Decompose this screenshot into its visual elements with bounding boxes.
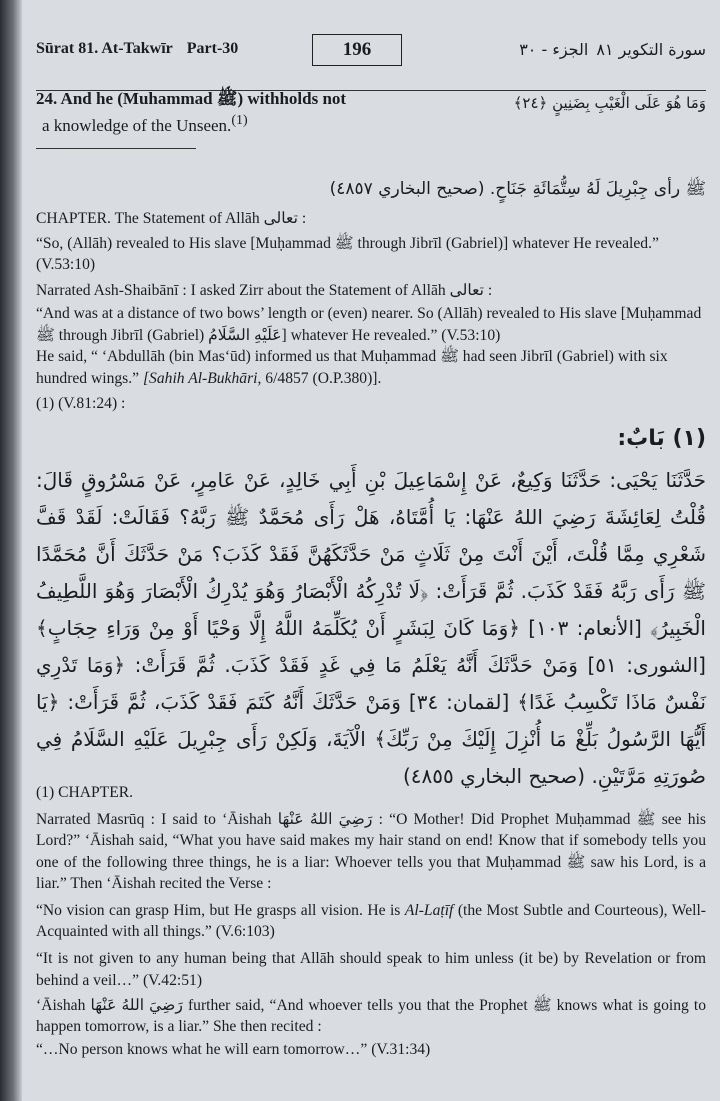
- header-juz-ar: الجزء - ٣٠: [519, 40, 589, 59]
- chapter-line: [36, 208, 706, 230]
- translation-para-2: ‘Āishah رَضِيَ اللهُ عَنْهَا further said, “And whoever tells you that the Prophet ﷺ knows what is going to happen tomorrow, is a liar.” She then recited :: [36, 996, 706, 1036]
- reference-italic: [Sahih Al-Bukhāri: [142, 369, 258, 387]
- hadith-4857-arabic: ﷺ رأى جِبْرِيلَ لَهُ سِتُّمَائَةِ جَنَاحٍ. (صحيح البخاري ٤٨٥٧): [329, 179, 706, 199]
- arabic-hadith: حَدَّثَنَا يَحْيَى: حَدَّثَنَا وَكِيعٌ، عَنْ إِسْمَاعِيلَ بْنِ أَبِي خَالِدٍ، عَنْ عَامِرٍ، عَنْ مَسْرُوقٍ قَالَ: قُلْتُ لِعَائِشَةَ رَضِيَ اللهُ عَنْهَا: يَا أُمَّتَاهُ، هَلْ رَأَى مُحَمَّدٌ ﷺ رَبَّهُ؟ فَقَالَتْ: لَقَدْ قَفَّ شَعْرِي مِمَّا قُلْتَ، أَيْنَ أَنْتَ مِنْ ثَلَاثٍ مَنْ حَدَّثَكَهُنَّ فَقَدْ كَذَبَ؟ مَنْ حَدَّثَكَ أَنَّ مُحَمَّدًا ﷺ رَأَى رَبَّهُ فَقَدْ كَذَبَ. ثُمَّ قَرَأَتْ: ﴿لَا تُدْرِكُهُ الْأَبْصَارُ وَهُوَ يُدْرِكُ الْأَبْصَارَ وَهُوَ اللَّطِيفُ الْخَبِيرُ﴾ [الأنعام: ١٠٣] ﴿وَمَا كَانَ لِبَشَرٍ أَنْ يُكَلِّمَهُ اللَّهُ إِلَّا وَحْيًا أَوْ مِنْ وَرَاءِ حِجَابٍ﴾ [الشورى: ٥١] وَمَنْ حَدَّثَكَ أَنَّهُ يَعْلَمُ مَا فِي غَدٍ فَقَدْ كَذَبَ. ثُمَّ قَرَأَتْ: ﴿وَمَا تَدْرِي نَفْسٌ مَاذَا تَكْسِبُ غَدًا﴾ [لقمان: ٣٤] وَمَنْ حَدَّثَكَ أَنَّهُ كَتَمَ فَقَدْ كَذَبَ، ثُمَّ قَرَأَتْ: ﴿يَا أَيُّهَا الرَّسُولُ بَلِّغْ مَا أُنْزِلَ إِلَيْكَ مِنْ رَبِّكَ﴾ الْآيَةَ، وَلَكِنْ رَأَى جِبْرِيلَ عَلَيْهِ السَّلَامُ فِي صُورَتِهِ مَرَّتَيْنِ. (صحيح البخاري ٤٨٥٥): [36, 468, 706, 788]
- running-header: [36, 28, 706, 68]
- translation-chapter: (1) CHAPTER.: [36, 784, 134, 801]
- footnote-marker: (1): [231, 113, 248, 128]
- verse-24: [36, 88, 706, 137]
- quote-6-103-b: (the Most Subtle and Courteous), Well-Acquainted with all things.” (V.6:103): [36, 902, 706, 941]
- header-surah-en: Sūrat 81. At-Takwīr: [36, 40, 173, 57]
- translation-para-1: [36, 809, 706, 894]
- narrator: Narrated Ash-Shaibānī :: [36, 281, 187, 299]
- bab-heading: (١) بَابٌ:: [617, 426, 706, 451]
- translation-section: [36, 782, 706, 1060]
- masruq-label: Narrated Masrūq :: [36, 811, 155, 829]
- verse-24-english: [36, 88, 456, 137]
- verse-24-line-b: a knowledge of the Unseen.: [42, 115, 232, 135]
- masruq-text: I said to ‘Āishah رَضِيَ اللهُ عَنْهَا : “O Mother! Did Prophet Muḥammad ﷺ see his Lord?” ‘Āishah said, “What you have said makes my hair stand on end! Know that if somebody tells you one of the following three things, he is a liar: Whoever tells you that Muḥammad ﷺ saw his Lord, is a liar.” Then ‘Āishah recited the Verse :: [36, 811, 706, 892]
- narration-line: [36, 280, 706, 302]
- verse-24-line-a: 24. And he (Muhammad ﷺ) withholds not: [36, 89, 347, 108]
- book-spine-shadow: [0, 0, 22, 1101]
- chapter-text: The Statement of Allāh تعالى :: [114, 210, 307, 227]
- quote-6-103: [36, 900, 706, 942]
- quote-53-10-b: “And was at a distance of two bows’ length or (even) nearer. So (Allāh) revealed to His slave [Muḥammad ﷺ through Jibrīl (Gabriel) عَلَيْهِ السَّلَامُ] whatever He revealed.” (V.53:10): [36, 305, 702, 344]
- header-part-en: Part-30: [186, 40, 239, 57]
- chapter-label: CHAPTER.: [36, 210, 111, 227]
- quote-31-34: “…No person knows what he will earn tomorrow…” (V.31:34): [36, 1041, 431, 1059]
- header-surah-ar: سورة التكوير ٨١: [596, 40, 706, 59]
- quote-6-103-a: “No vision can grasp Him, but He grasps all vision. He is: [36, 902, 405, 920]
- footnote-rule: [36, 148, 196, 149]
- al-latif: Al-Laṭīf: [404, 902, 454, 920]
- said-text: He said, “ ‘Abdullāh (bin Mas‘ūd) informed us that Muḥammad ﷺ had seen Jibrīl (Gabriel) with six hundred wings.”: [36, 348, 668, 387]
- said-line: [36, 346, 706, 389]
- page-number: 196: [312, 34, 402, 66]
- quote-53-10-a: “So, (Allāh) revealed to His slave [Muḥammad ﷺ through Jibrīl (Gabriel)] whatever He revealed.” (V.53:10): [36, 234, 659, 273]
- narration-text: I asked Zirr about the Statement of Allāh تعالى :: [190, 281, 493, 299]
- footnote-reference: (1) (V.81:24) :: [36, 395, 126, 412]
- header-right-arabic: [511, 40, 706, 59]
- header-left: [36, 40, 238, 58]
- footnote-section: [36, 208, 706, 415]
- quote-42-51: “It is not given to any human being that Allāh should speak to him unless (it be) by Revelation or from behind a veil…” (V.42:51): [36, 950, 706, 989]
- reference-rest: , 6/4857 (O.P.380)].: [257, 369, 382, 387]
- verse-24-arabic: وَمَا هُوَ عَلَى الْغَيْبِ بِضَنِينٍ ﴿٢٤﴾: [513, 94, 706, 112]
